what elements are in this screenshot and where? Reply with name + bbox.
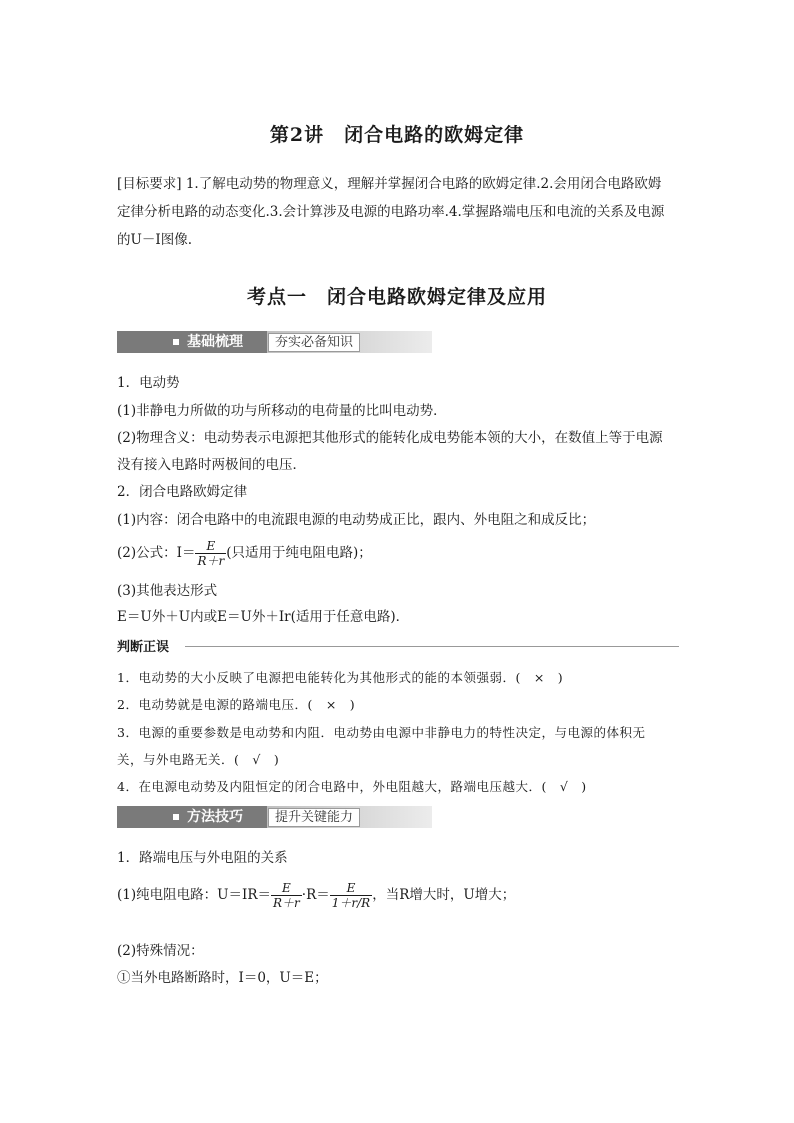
judge-item-3a: 3．电源的重要参数是电动势和内阻．电动势由电源中非静电力的特性决定，与电源的体积无 (117, 725, 646, 740)
goals-text-1: 1.了解电动势的物理意义，理解并掌握闭合电路的欧姆定律.2.会用闭合电路欧姆 (185, 176, 662, 192)
fraction-numerator: E (271, 881, 302, 896)
goals-line-1 (117, 170, 679, 198)
banner-basics (117, 331, 432, 353)
basics-heading-2: 2．闭合电路欧姆定律 (117, 484, 248, 500)
goals-line-3: 的U－I图像. (117, 232, 193, 248)
basics-para-5: (3)其他表达形式 (117, 583, 218, 599)
section-title: 考点一 闭合电路欧姆定律及应用 (246, 286, 547, 308)
fraction-denominator: R＋r (197, 554, 225, 568)
formula-suffix: (只适用于纯电阻电路)； (226, 545, 372, 561)
lecture-title: 第2讲 闭合电路的欧姆定律 (269, 124, 525, 146)
formula-prefix: (2)公式：I＝ (117, 545, 196, 561)
judge-item-4: 4．在电源电动势及内阻恒定的闭合电路中，外电阻越大，路端电压越大．( √ ) (117, 779, 587, 794)
fraction-denominator: R＋r (273, 896, 300, 910)
methods-heading-1: 1．路端电压与外电阻的关系 (117, 850, 288, 866)
formula-prefix: (1)纯电阻电路：U＝IR＝ (117, 887, 271, 903)
basics-para-2b: 没有接入电路时两极间的电压． (117, 457, 306, 473)
judge-item-1: 1．电动势的大小反映了电源把电能转化为其他形式的能的本领强弱．( × ) (117, 670, 564, 685)
judge-heading (117, 636, 679, 656)
basics-para-2a: (2)物理含义：电动势表示电源把其他形式的能转化成电势能本领的大小，在数值上等于电源 (117, 430, 663, 446)
methods-formula (117, 873, 679, 917)
square-bullet-icon (173, 814, 179, 820)
fraction-numerator: E (195, 539, 226, 554)
judge-item-2: 2．电动势就是电源的路端电压．( × ) (117, 697, 356, 712)
banner-subtitle: 提升关键能力 (268, 808, 360, 827)
fraction-1 (271, 881, 302, 910)
basics-heading-1: 1．电动势 (117, 375, 180, 391)
judge-rule (185, 646, 679, 647)
square-bullet-icon (173, 339, 179, 345)
fraction-2 (330, 881, 372, 910)
basics-para-3: (1)内容：闭合电路中的电流跟电源的电动势成正比，跟内、外电阻之和成反比； (117, 512, 596, 528)
judge-item-3b: 关，与外电路无关．( √ ) (117, 752, 280, 767)
goals-line-2: 定律分析电路的动态变化.3.会计算涉及电源的电路功率.4.掌握路端电压和电流的关系及电源 (117, 204, 665, 220)
banner-methods (117, 806, 432, 828)
basics-para-1: (1)非静电力所做的功与所移动的电荷量的比叫电动势． (117, 403, 447, 419)
methods-para-3: ①当外电路断路时，I＝0，U＝E； (117, 970, 328, 986)
fraction-numerator: E (330, 881, 372, 896)
judge-label: 判断正误 (117, 640, 170, 655)
banner-name: 基础梳理 (187, 334, 243, 350)
learning-goals (117, 170, 679, 254)
basics-formula (117, 536, 679, 570)
formula-middle: ·R＝ (301, 887, 330, 903)
fraction (195, 539, 226, 568)
banner-subtitle: 夯实必备知识 (268, 333, 360, 352)
goals-tag: [目标要求] (117, 176, 182, 192)
basics-para-6: E＝U外＋U内或E＝U外＋Ir(适用于任意电路)． (117, 609, 410, 625)
methods-para-2: (2)特殊情况： (117, 943, 204, 959)
formula-suffix: ，当R增大时，U增大； (372, 887, 516, 903)
banner-name: 方法技巧 (187, 809, 243, 825)
fraction-denominator: 1＋r/R (331, 896, 371, 910)
